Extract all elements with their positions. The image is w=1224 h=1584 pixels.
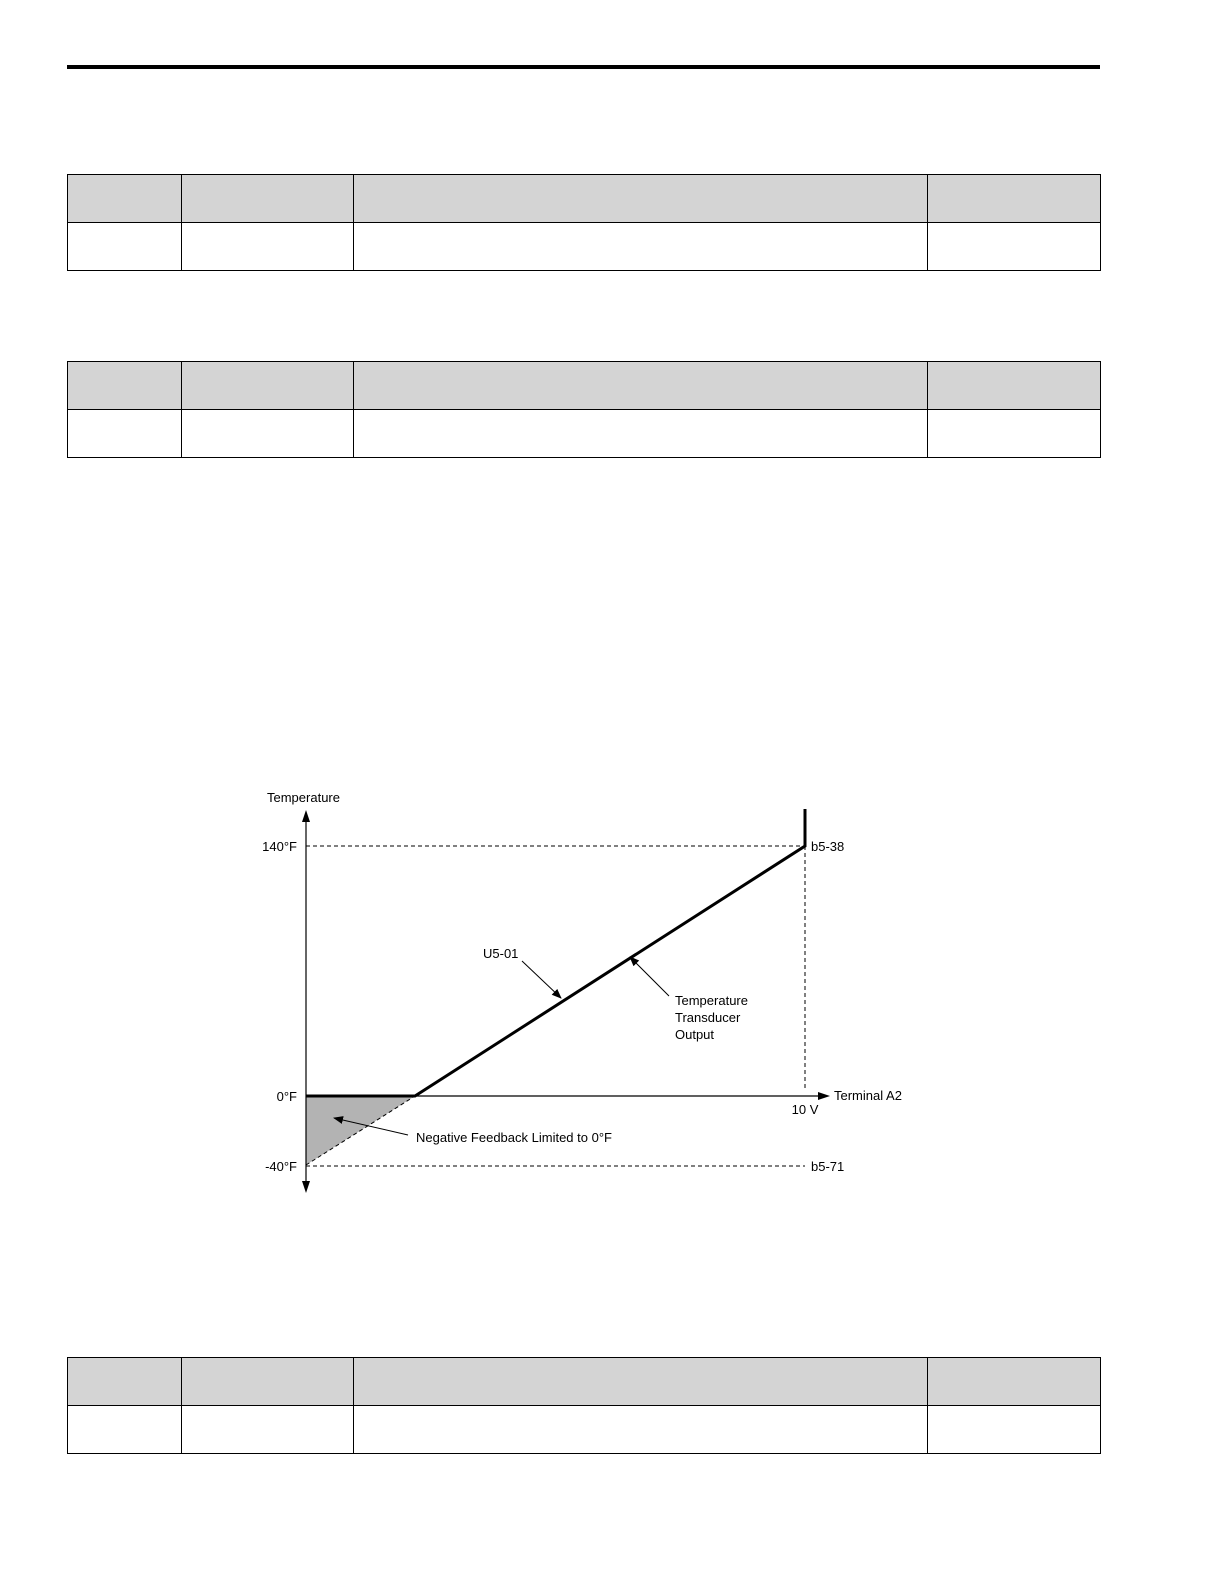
u5-01-output-line bbox=[306, 809, 805, 1096]
transducer-leader bbox=[630, 957, 669, 996]
u5-01-leader bbox=[522, 961, 561, 998]
y-tick-zero: 0°F bbox=[276, 1089, 297, 1104]
transducer-label-line-1: Temperature bbox=[675, 993, 748, 1008]
table-cell bbox=[354, 1406, 928, 1454]
x-tick-10v: 10 V bbox=[791, 1102, 819, 1117]
parameter-table-3 bbox=[67, 1357, 1101, 1454]
table-cell bbox=[928, 1406, 1101, 1454]
transducer-label-line-3: Output bbox=[675, 1027, 715, 1042]
table-row bbox=[68, 1406, 1101, 1454]
header-cell bbox=[68, 1358, 182, 1406]
transducer-label-line-2: Transducer bbox=[675, 1010, 741, 1025]
header-cell bbox=[928, 1358, 1101, 1406]
table-cell bbox=[182, 1406, 354, 1454]
label-b5-38: b5-38 bbox=[811, 839, 845, 854]
y-tick-140: 140°F bbox=[262, 839, 297, 854]
u5-01-label: U5-01 bbox=[483, 946, 519, 961]
header-cell bbox=[354, 1358, 928, 1406]
x-axis-arrow bbox=[818, 1092, 830, 1100]
table-cell bbox=[68, 1406, 182, 1454]
y-tick-min: -40°F bbox=[265, 1159, 297, 1174]
table-header-row bbox=[68, 1358, 1101, 1406]
y-axis-arrow-down bbox=[302, 1181, 310, 1193]
x-axis-title: Terminal A2 bbox=[834, 1088, 902, 1103]
y-axis-title: Temperature bbox=[267, 790, 340, 805]
header-cell bbox=[182, 1358, 354, 1406]
label-b5-71: b5-71 bbox=[811, 1159, 845, 1174]
shaded-region-label: Negative Feedback Limited to 0°F bbox=[416, 1130, 612, 1145]
y-axis-arrow-up bbox=[302, 810, 310, 822]
